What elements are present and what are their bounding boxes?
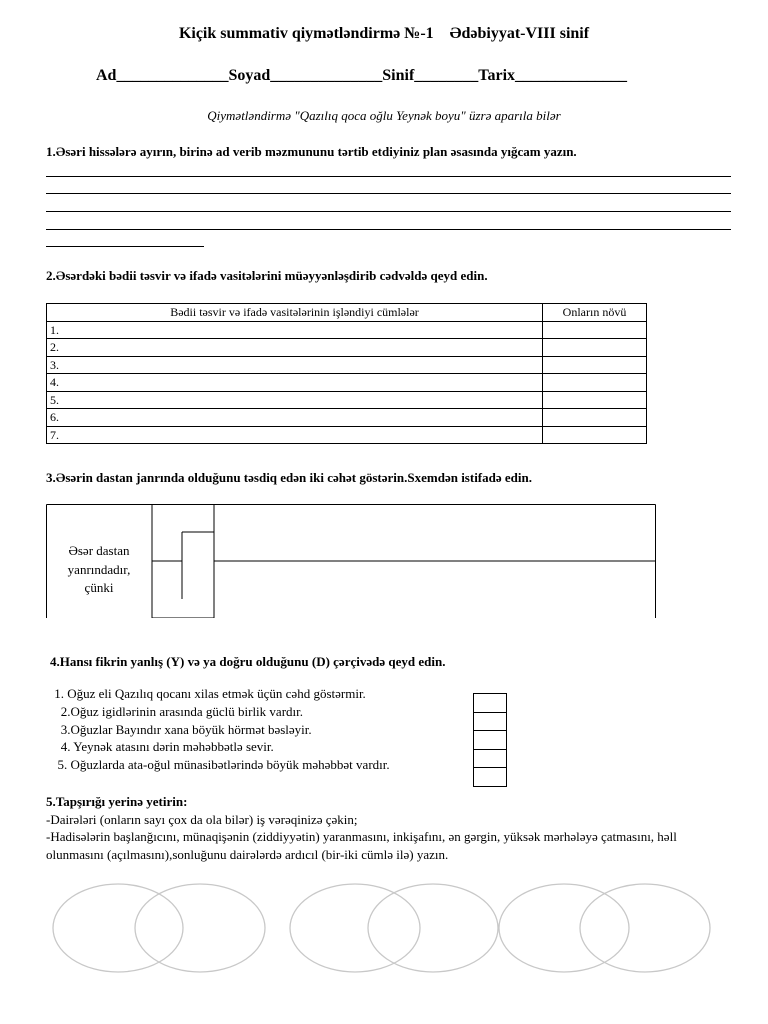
answer-box[interactable] [473, 730, 507, 749]
event-circles [40, 880, 730, 980]
type-cell[interactable] [543, 321, 647, 339]
table-row [47, 391, 647, 409]
answer-line-5[interactable] [46, 246, 204, 247]
answer-line-2[interactable] [46, 193, 731, 194]
title-assessment: Kiçik summativ qiymətləndirmə №-1 [178, 25, 434, 42]
column-header-sentences: Bədii təsvir və ifadə vasitələrinin işləndiyi cümlələr [47, 304, 543, 322]
row-number[interactable]: 2. [47, 339, 543, 357]
statement-item: 5. Oğuzlarda ata-oğul münasibətlərində böyük məhəbbət vardır. [51, 757, 390, 773]
statement-item: 3.Oğuzlar Bayındır xana böyük hörmət bəsləyir. [51, 721, 312, 737]
question-5-instruction-1: -Dairələri (onların sayı çox da ola bilər) iş vərəqinizə çəkin; [46, 811, 358, 827]
event-circle-4 [368, 884, 498, 972]
row-number[interactable]: 3. [47, 356, 543, 374]
answer-box[interactable] [473, 693, 507, 712]
event-circle-5 [499, 884, 629, 972]
table-row [47, 339, 647, 357]
type-cell[interactable] [543, 391, 647, 409]
scheme-label-line3: çünki [84, 580, 114, 595]
assessment-subtitle: Qiymətləndirmə "Qazılıq qoca oğlu Yeynək boyu" üzrə aparıla bilər [207, 108, 561, 123]
answer-box[interactable] [473, 712, 507, 731]
table-header-row [47, 304, 647, 322]
row-number[interactable]: 1. [47, 321, 543, 339]
column-header-type: Onların növü [543, 304, 647, 322]
type-cell[interactable] [543, 339, 647, 357]
question-4: 4.Hansı fikrin yanlış (Y) və ya doğru olduğunu (D) çərçivədə qeyd edin. [50, 654, 446, 669]
answer-line-3[interactable] [46, 211, 731, 212]
title-subject: Ədəbiyyat-VIII sinif [449, 25, 590, 42]
question-5-title: 5.Tapşırığı yerinə yetirin: [46, 794, 188, 809]
table-row [47, 426, 647, 444]
answer-box[interactable] [473, 749, 507, 768]
question-3: 3.Əsərin dastan janrında olduğunu təsdiq edən iki cəhət göstərin.Sxemdən istifadə edin. [46, 470, 532, 485]
row-number[interactable]: 7. [47, 426, 543, 444]
question-1: 1.Əsəri hissələrə ayırın, birinə ad verib məzmununu tərtib etdiyiniz plan əsasında yığcam yazın. [46, 144, 577, 159]
worksheet-title [0, 25, 768, 43]
true-false-statements [51, 685, 390, 774]
event-circle-1 [53, 884, 183, 972]
question-5-instruction-2: -Hadisələrin başlanğıcını, münaqişənin (ziddiyyətin) yaranmasını, inkişafını, ən gərgin, yüksək mərhələyə çatmasını, həll olunmasını (açılmasını),sonluğunu dairələrdə ardıcıl (bir-iki cümlə ilə) yazın. [46, 829, 677, 862]
answer-line-1[interactable] [46, 176, 731, 177]
row-number[interactable]: 5. [47, 391, 543, 409]
epic-scheme [46, 504, 656, 618]
scheme-answer-2[interactable] [216, 563, 654, 616]
answer-box[interactable] [473, 767, 507, 787]
row-number[interactable]: 4. [47, 374, 543, 392]
scheme-label-line2: yanrındadır, [67, 561, 131, 577]
answer-line-4[interactable] [46, 229, 731, 230]
type-cell[interactable] [543, 374, 647, 392]
statement-item: 1. Oğuz eli Qazılıq qocanı xilas etmək üçün cəhd göstərmir. [51, 686, 366, 701]
scheme-label [46, 542, 152, 598]
statement-item: 2.Oğuz igidlərinin arasında güclü birlik vardır. [51, 703, 303, 719]
scheme-label-line1: Əsər dastan [68, 543, 130, 558]
statement-item: 4. Yeynək atasını dərin məhəbbətlə sevir. [51, 739, 274, 755]
student-info-line: Ad______________Soyad______________Sinif________Tarix______________ [96, 67, 628, 84]
table-row [47, 356, 647, 374]
question-5 [46, 793, 726, 863]
answer-boxes [473, 693, 507, 787]
scheme-answer-1[interactable] [216, 506, 654, 559]
event-circle-2 [135, 884, 265, 972]
row-number[interactable]: 6. [47, 409, 543, 427]
event-circle-3 [290, 884, 420, 972]
devices-table [46, 303, 647, 444]
table-row [47, 409, 647, 427]
type-cell[interactable] [543, 356, 647, 374]
table-row [47, 321, 647, 339]
type-cell[interactable] [543, 409, 647, 427]
question-2: 2.Əsərdəki bədii təsvir və ifadə vasitələrini müəyyənləşdirib cədvəldə qeyd edin. [46, 268, 488, 283]
type-cell[interactable] [543, 426, 647, 444]
event-circle-6 [580, 884, 710, 972]
table-row [47, 374, 647, 392]
